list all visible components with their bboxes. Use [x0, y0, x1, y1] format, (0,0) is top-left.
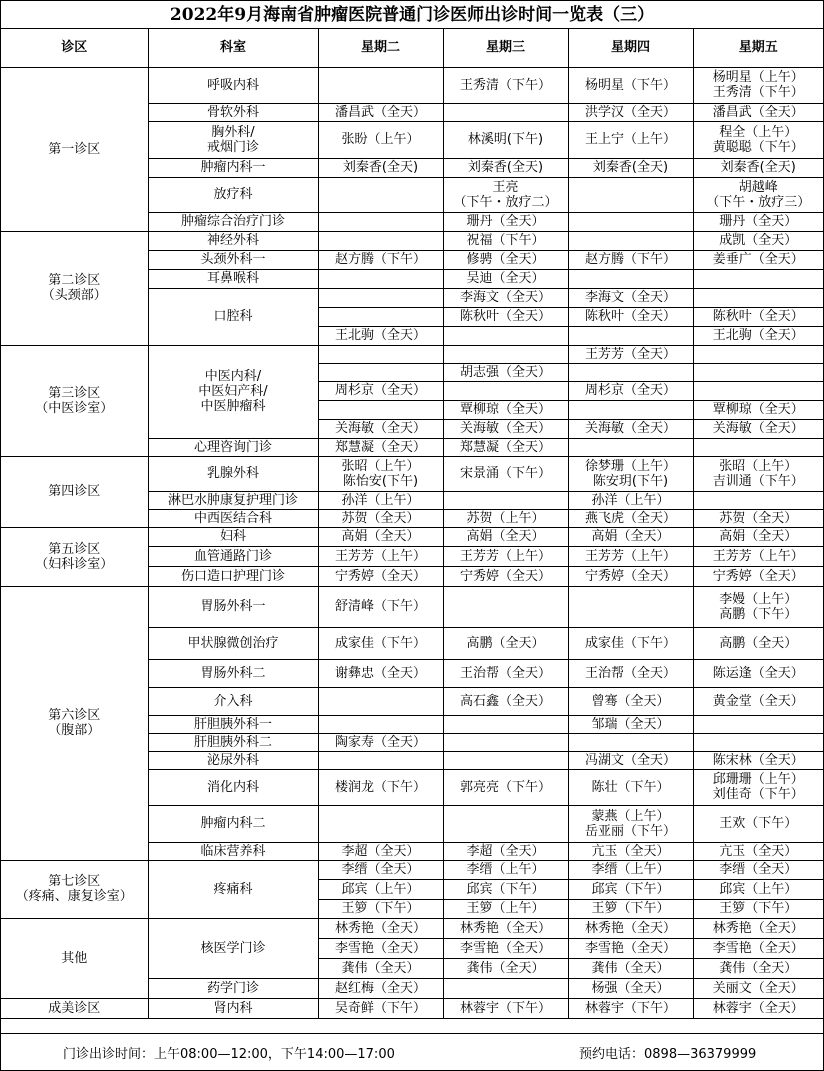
- cell: 姜垂广（全天）: [693, 250, 823, 269]
- dept-cell: 心理咨询门诊: [148, 438, 318, 456]
- cell: 王芳芳（上午）: [693, 546, 823, 566]
- cell: [693, 438, 823, 456]
- cell: 郭亮亮（下午）: [443, 769, 568, 805]
- cell: 林蓉宇（下午）: [568, 998, 693, 1018]
- cell: 王箩（上午）: [443, 899, 568, 918]
- cell: 龚伟（全天）: [568, 958, 693, 978]
- dept-cell: 头颈外科一: [148, 250, 318, 269]
- header-dept: 科室: [148, 29, 318, 67]
- cell: 谢彝忠（全天）: [318, 659, 443, 687]
- cell: 李超（全天）: [318, 842, 443, 860]
- cell: 孙洋（上午）: [568, 491, 693, 509]
- cell: [693, 288, 823, 307]
- table-row: [1, 998, 823, 1018]
- cell: 王北驹（全天）: [693, 326, 823, 345]
- cell: 宁秀婷（全天）: [568, 566, 693, 586]
- cell: 赵方腾（下午）: [568, 250, 693, 269]
- cell: 赵方腾（下午）: [318, 250, 443, 269]
- dept-cell: 消化内科: [148, 769, 318, 805]
- cell: 王治帮（全天）: [443, 659, 568, 687]
- cell: 李雪艳（全天）: [443, 938, 568, 958]
- cell: 林秀艳（全天）: [318, 918, 443, 938]
- cell: 洪学汉（全天）: [568, 103, 693, 121]
- cell: 陈运逢（全天）: [693, 659, 823, 687]
- cell: 郑慧凝（全天）: [443, 438, 568, 456]
- cell: 邱宾（下午）: [443, 879, 568, 899]
- cell: [318, 400, 443, 419]
- dept-cell: 放疗科: [148, 177, 318, 212]
- header-thu: 星期四: [568, 29, 693, 67]
- cell: [568, 363, 693, 381]
- cell: 李海文（全天）: [568, 288, 693, 307]
- cell: 宋景涌（下午）: [443, 456, 568, 491]
- cell: [693, 733, 823, 751]
- cell: 覃柳琼（全天）: [443, 400, 568, 419]
- cell: 张盼（上午）: [318, 121, 443, 158]
- cell: 覃柳琼（全天）: [693, 400, 823, 419]
- cell: 苏贺（全天）: [318, 509, 443, 527]
- cell: 吴迪（全天）: [443, 269, 568, 288]
- cell: 关海敏（全天）: [318, 419, 443, 438]
- cell: [443, 978, 568, 998]
- cell: [318, 751, 443, 769]
- cell: 宁秀婷（全天）: [693, 566, 823, 586]
- dept-cell: 骨软外科: [148, 103, 318, 121]
- cell: 王箩（下午）: [693, 899, 823, 918]
- cell: 李缙（上午）: [568, 860, 693, 879]
- cell: [318, 805, 443, 842]
- cell: 李超（全天）: [443, 842, 568, 860]
- cell: 楼润龙（下午）: [318, 769, 443, 805]
- zone-cell: 成美诊区: [1, 998, 148, 1018]
- cell: 修骋（全天）: [443, 250, 568, 269]
- dept-cell: 耳鼻喉科: [148, 269, 318, 288]
- cell: [693, 715, 823, 733]
- cell: 陈秋叶（全天）: [568, 307, 693, 326]
- cell: [693, 363, 823, 381]
- cell: 高娟（全天）: [568, 527, 693, 546]
- dept-cell: 临床营养科: [148, 842, 318, 860]
- dept-cell: 肾内科: [148, 998, 318, 1018]
- dept-cell: 血管通路门诊: [148, 546, 318, 566]
- dept-cell: 中医内科/ 中医妇产科/ 中医肿瘤科: [148, 345, 318, 438]
- cell: 孙洋（上午）: [318, 491, 443, 509]
- cell: 高娟（全天）: [318, 527, 443, 546]
- cell: 刘秦香(全天): [568, 158, 693, 177]
- cell: [318, 687, 443, 715]
- zone-cell: 第五诊区 （妇科诊室）: [1, 527, 148, 586]
- cell: 刘秦香(全天): [318, 158, 443, 177]
- zone-cell: 其他: [1, 918, 148, 998]
- cell: 高娟（全天）: [443, 527, 568, 546]
- header-zone: 诊区: [1, 29, 148, 67]
- dept-cell: 妇科: [148, 527, 318, 546]
- cell: 陈壮（下午）: [568, 769, 693, 805]
- cell: 关海敏（全天）: [568, 419, 693, 438]
- cell: 苏贺（上午）: [443, 509, 568, 527]
- cell: 李雪艳（全天）: [318, 938, 443, 958]
- cell: 邱宾（下午）: [568, 879, 693, 899]
- cell: 王芳芳（上午）: [568, 546, 693, 566]
- cell: 杨明星（上午） 王秀清（下午）: [693, 67, 823, 103]
- dept-cell: 介入科: [148, 687, 318, 715]
- cell: [318, 345, 443, 363]
- dept-cell: 呼吸内科: [148, 67, 318, 103]
- cell: 张昭（上午） 陈怡安(下午): [318, 456, 443, 491]
- cell: 林蓉宇（下午）: [443, 998, 568, 1018]
- dept-cell: 甲状腺微创治疗: [148, 627, 318, 659]
- cell: 胡志强（全天）: [443, 363, 568, 381]
- dept-cell: 泌尿外科: [148, 751, 318, 769]
- cell: 燕飞虎（全天）: [568, 509, 693, 527]
- cell: 舒清峰（下午）: [318, 586, 443, 627]
- cell: 王治帮（全天）: [568, 659, 693, 687]
- table-row: [1, 231, 823, 250]
- cell: 亢玉（全天）: [568, 842, 693, 860]
- cell: 王芳芳（全天）: [568, 345, 693, 363]
- cell: [318, 715, 443, 733]
- cell: 程全（上午） 黄聪聪（下午）: [693, 121, 823, 158]
- cell: 邹瑞（全天）: [568, 715, 693, 733]
- dept-cell: 胸外科/ 戒烟门诊: [148, 121, 318, 158]
- cell: 林秀艳（全天）: [443, 918, 568, 938]
- dept-cell: 中西医结合科: [148, 509, 318, 527]
- cell: [443, 805, 568, 842]
- cell: 珊丹（全天）: [443, 212, 568, 231]
- dept-cell: 淋巴水肿康复护理门诊: [148, 491, 318, 509]
- cell: 吴奇鲜（下午）: [318, 998, 443, 1018]
- cell: 高娟（全天）: [693, 527, 823, 546]
- appointment-phone: 预约电话：0898—36379999: [579, 1047, 757, 1062]
- cell: 宁秀婷（全天）: [443, 566, 568, 586]
- dept-cell: 肿瘤综合治疗门诊: [148, 212, 318, 231]
- cell: 珊丹（全天）: [693, 212, 823, 231]
- cell: 高石鑫（全天）: [443, 687, 568, 715]
- cell: [693, 381, 823, 400]
- zone-cell: 第四诊区: [1, 456, 148, 527]
- cell: 李缙（上午）: [443, 860, 568, 879]
- dept-cell: 乳腺外科: [148, 456, 318, 491]
- dept-cell: 胃肠外科二: [148, 659, 318, 687]
- cell: 陈秋叶（全天）: [443, 307, 568, 326]
- cell: [318, 288, 443, 307]
- cell: 苏贺（全天）: [693, 509, 823, 527]
- cell: [693, 345, 823, 363]
- cell: 成家佳（下午）: [568, 627, 693, 659]
- dept-cell: 口腔科: [148, 288, 318, 345]
- cell: [568, 586, 693, 627]
- table-row: [1, 456, 823, 491]
- cell: 陈宋林（全天）: [693, 751, 823, 769]
- cell: 王箩（下午）: [318, 899, 443, 918]
- cell: 成凯（全天）: [693, 231, 823, 250]
- cell: [443, 381, 568, 400]
- cell: 龚伟（全天）: [443, 958, 568, 978]
- cell: 曾骞（全天）: [568, 687, 693, 715]
- cell: [568, 177, 693, 212]
- cell: [443, 586, 568, 627]
- cell: [443, 751, 568, 769]
- cell: 潘昌武（全天）: [318, 103, 443, 121]
- zone-cell: 第六诊区 （腹部）: [1, 586, 148, 860]
- header-tue: 星期二: [318, 29, 443, 67]
- schedule-table: [1, 29, 823, 1019]
- cell: 李嫚（上午） 高鹏（下午）: [693, 586, 823, 627]
- cell: 陶家寿（全天）: [318, 733, 443, 751]
- cell: 关丽文（全天）: [693, 978, 823, 998]
- cell: [568, 326, 693, 345]
- cell: [443, 345, 568, 363]
- cell: 林秀艳（全天）: [693, 918, 823, 938]
- dept-cell: 肝胆胰外科一: [148, 715, 318, 733]
- table-row: [1, 918, 823, 938]
- cell: 杨强（全天）: [568, 978, 693, 998]
- cell: [693, 491, 823, 509]
- cell: 冯湖文（全天）: [568, 751, 693, 769]
- cell: [443, 491, 568, 509]
- footer: [1, 1033, 823, 1070]
- dept-cell: 药学门诊: [148, 978, 318, 998]
- dept-cell: 胃肠外科一: [148, 586, 318, 627]
- page-title: 2022年9月海南省肿瘤医院普通门诊医师出诊时间一览表（三）: [1, 1, 823, 29]
- cell: 宁秀婷（全天）: [318, 566, 443, 586]
- cell: 亢玉（全天）: [693, 842, 823, 860]
- cell: [568, 733, 693, 751]
- cell: 林溪明(下午): [443, 121, 568, 158]
- cell: [443, 326, 568, 345]
- cell: 龚伟（全天）: [693, 958, 823, 978]
- cell: 徐梦珊（上午） 陈安玥(下午): [568, 456, 693, 491]
- zone-cell: 第七诊区 （疼痛、康复诊室）: [1, 860, 148, 918]
- cell: [568, 231, 693, 250]
- cell: 王箩（下午）: [568, 899, 693, 918]
- cell: 赵红梅（全天）: [318, 978, 443, 998]
- cell: 邱珊珊（上午） 刘佳奇（下午）: [693, 769, 823, 805]
- cell: [443, 715, 568, 733]
- cell: 关海敏（全天）: [443, 419, 568, 438]
- cell: 杨明星（下午）: [568, 67, 693, 103]
- cell: [318, 269, 443, 288]
- cell: 王秀清（下午）: [443, 67, 568, 103]
- cell: [443, 103, 568, 121]
- cell: 关海敏（全天）: [693, 419, 823, 438]
- cell: [443, 733, 568, 751]
- dept-cell: 神经外科: [148, 231, 318, 250]
- cell: 刘秦香(全天): [693, 158, 823, 177]
- zone-cell: 第二诊区 （头颈部）: [1, 231, 148, 345]
- dept-cell: 疼痛科: [148, 860, 318, 918]
- cell: 王上宁（上午）: [568, 121, 693, 158]
- cell: 林秀艳（全天）: [568, 918, 693, 938]
- cell: 陈秋叶（全天）: [693, 307, 823, 326]
- cell: [318, 212, 443, 231]
- cell: 邱宾（上午）: [693, 879, 823, 899]
- cell: [568, 438, 693, 456]
- cell: 蒙燕（上午） 岳亚丽（下午）: [568, 805, 693, 842]
- cell: 邱宾（上午）: [318, 879, 443, 899]
- cell: 王芳芳（上午）: [318, 546, 443, 566]
- cell: [318, 363, 443, 381]
- cell: 王欢（下午）: [693, 805, 823, 842]
- cell: 李缙（全天）: [693, 860, 823, 879]
- cell: 周杉京（全天）: [318, 381, 443, 400]
- cell: 张昭（上午） 吉训通（下午）: [693, 456, 823, 491]
- dept-cell: 伤口造口护理门诊: [148, 566, 318, 586]
- cell: 高鹏（全天）: [443, 627, 568, 659]
- dept-cell: 核医学门诊: [148, 918, 318, 978]
- clinic-hours: 门诊出诊时间：上午08:00—12:00，下午14:00—17:00: [63, 1047, 395, 1062]
- dept-cell: 肝胆胰外科二: [148, 733, 318, 751]
- table-row: [1, 527, 823, 546]
- cell: [568, 212, 693, 231]
- cell: [568, 400, 693, 419]
- cell: 王北驹（全天）: [318, 326, 443, 345]
- cell: [693, 269, 823, 288]
- cell: 林蓉宇（全天）: [693, 998, 823, 1018]
- cell: 李雪艳（全天）: [693, 938, 823, 958]
- cell: 郑慧凝（全天）: [318, 438, 443, 456]
- zone-cell: 第一诊区: [1, 67, 148, 231]
- table-row: [1, 586, 823, 627]
- cell: 李海文（全天）: [443, 288, 568, 307]
- cell: [318, 67, 443, 103]
- header-fri: 星期五: [693, 29, 823, 67]
- cell: [318, 177, 443, 212]
- table-row: [1, 67, 823, 103]
- header-row: [1, 29, 823, 67]
- cell: [318, 231, 443, 250]
- table-row: [1, 860, 823, 879]
- cell: 李雪艳（全天）: [568, 938, 693, 958]
- header-wed: 星期三: [443, 29, 568, 67]
- zone-cell: 第三诊区 （中医诊室）: [1, 345, 148, 456]
- cell: 成家佳（下午）: [318, 627, 443, 659]
- cell: 胡越峰 （下午・放疗三）: [693, 177, 823, 212]
- cell: 周杉京（全天）: [568, 381, 693, 400]
- dept-cell: 肿瘤内科二: [148, 805, 318, 842]
- cell: 黄金堂（全天）: [693, 687, 823, 715]
- dept-cell: 肿瘤内科一: [148, 158, 318, 177]
- cell: [568, 269, 693, 288]
- cell: 王芳芳（上午）: [443, 546, 568, 566]
- cell: 龚伟（全天）: [318, 958, 443, 978]
- cell: [318, 307, 443, 326]
- cell: 王亮 （下午・放疗二）: [443, 177, 568, 212]
- cell: 祝福（下午）: [443, 231, 568, 250]
- cell: 潘昌武（全天）: [693, 103, 823, 121]
- cell: 高鹏（全天）: [693, 627, 823, 659]
- cell: 刘秦香(全天): [443, 158, 568, 177]
- cell: 李缙（全天）: [318, 860, 443, 879]
- table-row: [1, 345, 823, 363]
